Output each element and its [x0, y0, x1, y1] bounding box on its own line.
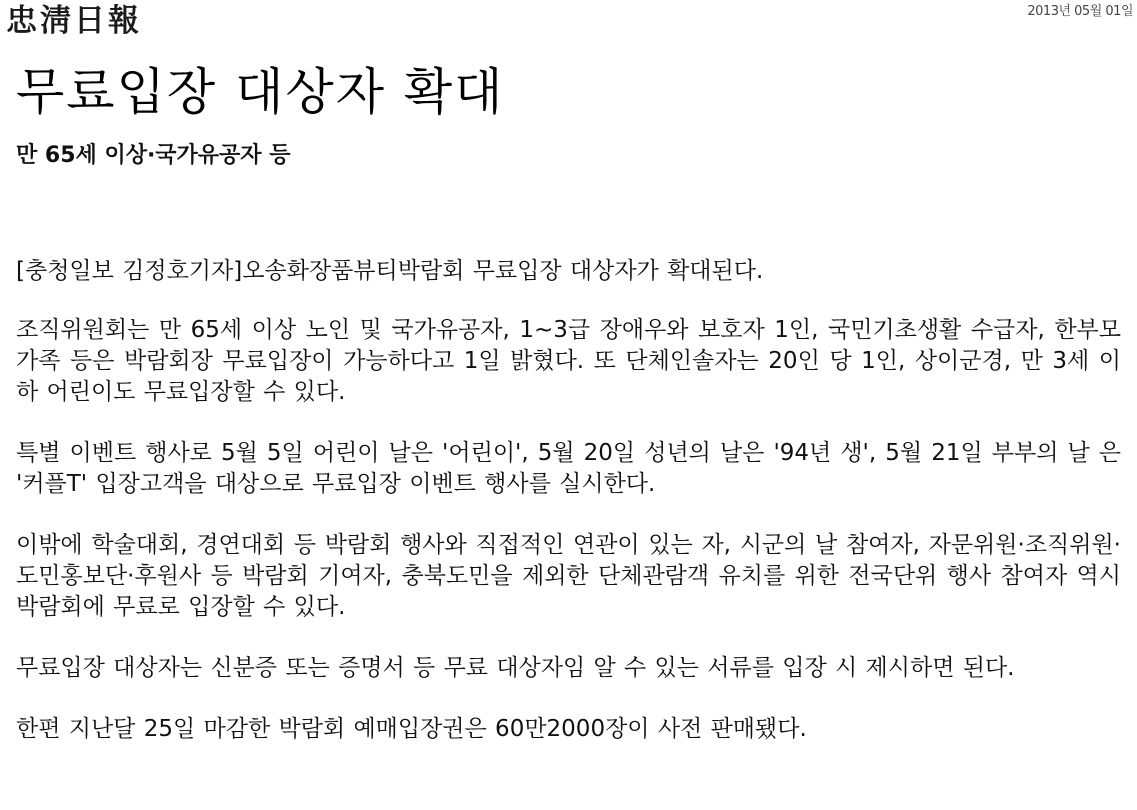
article-paragraph-1: [충청일보 김정호기자]오송화장품뷰티박람회 무료입장 대상자가 확대된다.: [16, 258, 764, 284]
article-headline: 무료입장 대상자 확대: [16, 63, 505, 121]
newspaper-logo: [4, 0, 174, 40]
newspaper-logo-text: 忠淸日報: [6, 3, 142, 39]
article-paragraph-2: 조직위원회는 만 65세 이상 노인 및 국가유공자, 1~3급 장애우와 보호자 1인, 국민기초생활 수급자, 한부모 가족 등은 박람회장 무료입장이 가능하다고 1일 밝혔다. 또 단체인솔자는 20인 당 1인, 상이군경, 만 3세 이하 어린이도 무료입장할 수 있다.: [16, 317, 1121, 405]
article-paragraph-4: 이밖에 학술대회, 경연대회 등 박람회 행사와 직접적인 연관이 있는 자, 시군의 날 참여자, 자문위원·조직위원·도민홍보단·후원사 등 박람회 기여자, 충북도민을 제외한 단체관람객 유치를 위한 전국단위 행사 참여자 역시 박람회에 무료로 입장할 수 있다.: [16, 532, 1121, 620]
article-paragraph-5: 무료입장 대상자는 신분증 또는 증명서 등 무료 대상자임 알 수 있는 서류를 입장 시 제시하면 된다.: [16, 655, 1015, 681]
publication-date: 2013년 05월 01일: [1027, 4, 1133, 19]
article-paragraph-3: 특별 이벤트 행사로 5월 5일 어린이 날은 '어린이', 5월 20일 성년의 날은 '94년 생', 5월 21일 부부의 날 은 '커플T' 입장고객을 대상으로 무료입장 이벤트 행사를 실시한다.: [16, 440, 1121, 497]
article-subtitle: 만 65세 이상·국가유공자 등: [16, 143, 291, 168]
article-body: [16, 256, 1121, 775]
newspaper-logo-mark: [4, 0, 174, 40]
article-paragraph-6: 한편 지난달 25일 마감한 박람회 예매입장권은 60만2000장이 사전 판매됐다.: [16, 716, 807, 742]
